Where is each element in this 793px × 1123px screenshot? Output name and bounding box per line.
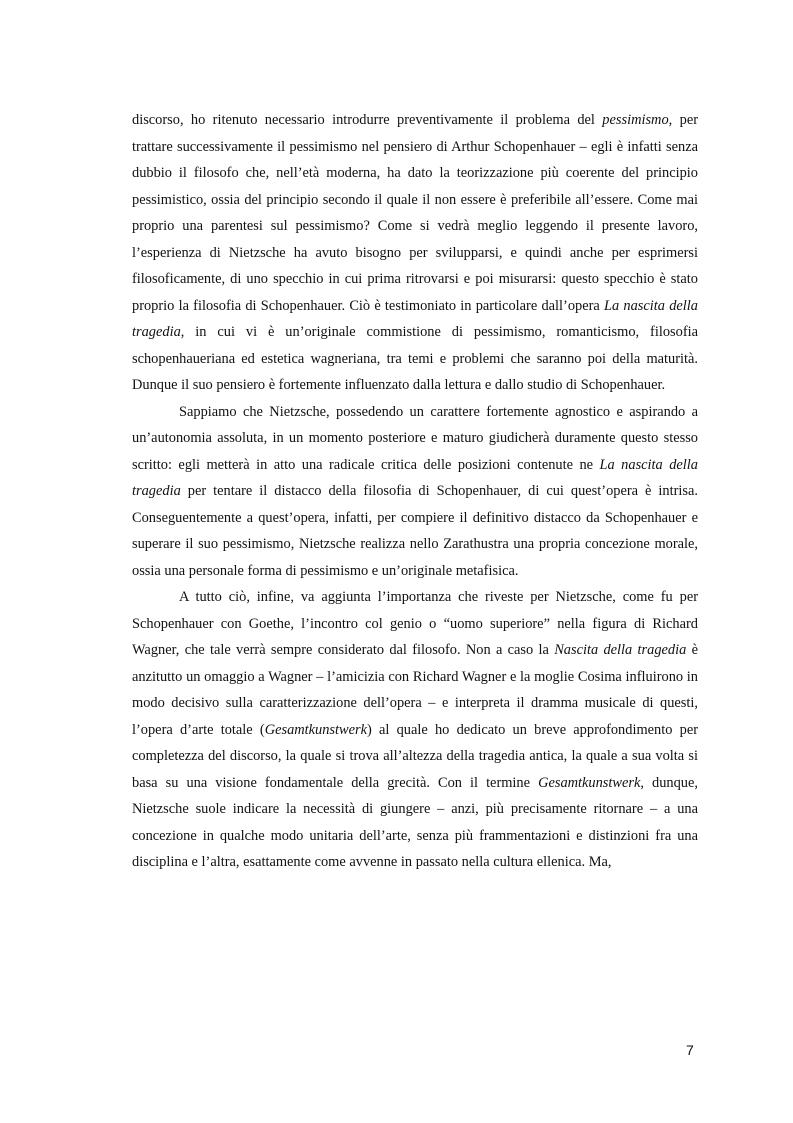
text-run: A tutto ciò, infine, va aggiunta l’importanza che riveste per Nietzsche, come fu per Schopenhauer con Goethe, l’incontro col genio o “uomo superiore” nella figura di Richard Wagner, che tale verrà sempre considerato dal filosofo. Non a caso la	[132, 589, 698, 658]
paragraph	[132, 107, 698, 399]
italic-text-run: La nascita della tragedia	[132, 297, 698, 340]
paragraph	[132, 399, 698, 585]
text-run: Sappiamo che Nietzsche, possedendo un carattere fortemente agnostico e aspirando a un’autonomia assoluta, in un momento posteriore e maturo giudicherà duramente questo stesso scritto: egli metterà in atto una radicale critica delle posizioni contenute ne	[132, 403, 698, 473]
italic-text-run: pessimismo	[602, 112, 669, 128]
page-number: 7	[686, 1042, 694, 1058]
text-run: , per trattare successivamente il pessimismo nel pensiero di Arthur Schopenhauer – egli è infatti senza dubbio il filosofo che, nell’età moderna, ha dato la teorizzazione più coerente del principio pessimistico, ossia del principio secondo il quale il non essere è preferibile all’essere. Come mai proprio una parentesi sul pessimismo? Come si vedrà meglio leggendo il presente lavoro, l’esperienza di Nietzsche ha avuto bisogno per svilupparsi, e quindi anche per esprimersi filosoficamente, di uno specchio in cui prima ritrovarsi e poi misurarsi: questo specchio è stato proprio la filosofia di Schopenhauer. Ciò è testimoniato in particolare dall’opera	[132, 112, 698, 314]
text-run: è anzitutto un omaggio a Wagner – l’amicizia con Richard Wagner e la moglie Cosima influirono in modo decisivo sulla caratterizzazione dell’opera – e interpreta il dramma musicale di questi, l’opera d’arte totale (	[132, 642, 698, 738]
document-body	[132, 107, 698, 876]
text-run: discorso, ho ritenuto necessario introdurre preventivamente il problema del	[132, 112, 603, 128]
italic-text-run: Gesamtkunstwerk	[264, 721, 368, 738]
italic-text-run: Nascita della tragedia	[554, 642, 687, 658]
text-run: per tentare il distacco della filosofia di Schopenhauer, di cui quest’opera è intrisa. Conseguentemente a quest’opera, infatti, per compiere il definitivo distacco da Schopenhauer e superare il suo pessimismo, Nietzsche realizza nello Zarathustra una propria concezione morale, ossia una personale forma di pessimismo e un’originale metafisica.	[132, 483, 698, 579]
italic-text-run: La nascita della tragedia	[132, 456, 698, 499]
text-run: , dunque, Nietzsche suole indicare la necessità di giungere – anzi, più precisamente ritornare – a una concezione in qualche modo unitaria dell’arte, senza più frammentazioni e distinzioni fra una disciplina e l’altra, esattamente come avvenne in passato nella cultura ellenica. Ma,	[132, 774, 698, 870]
text-run: , in cui vi è un’originale commistione di pessimismo, romanticismo, filosofia schopenhaueriana ed estetica wagneriana, tra temi e problemi che saranno poi della maturità. Dunque il suo pensiero è fortemente influenzato dalla lettura e dallo studio di Schopenhauer.	[132, 324, 698, 393]
italic-text-run: Gesamtkunstwerk	[538, 774, 641, 791]
paragraph	[132, 584, 698, 876]
text-run: ) al quale ho dedicato un breve approfondimento per completezza del discorso, la quale si trova all’altezza della tragedia antica, la quale a sua volta si basa su una visione fondamentale della grecità. Con il termine	[132, 721, 698, 791]
